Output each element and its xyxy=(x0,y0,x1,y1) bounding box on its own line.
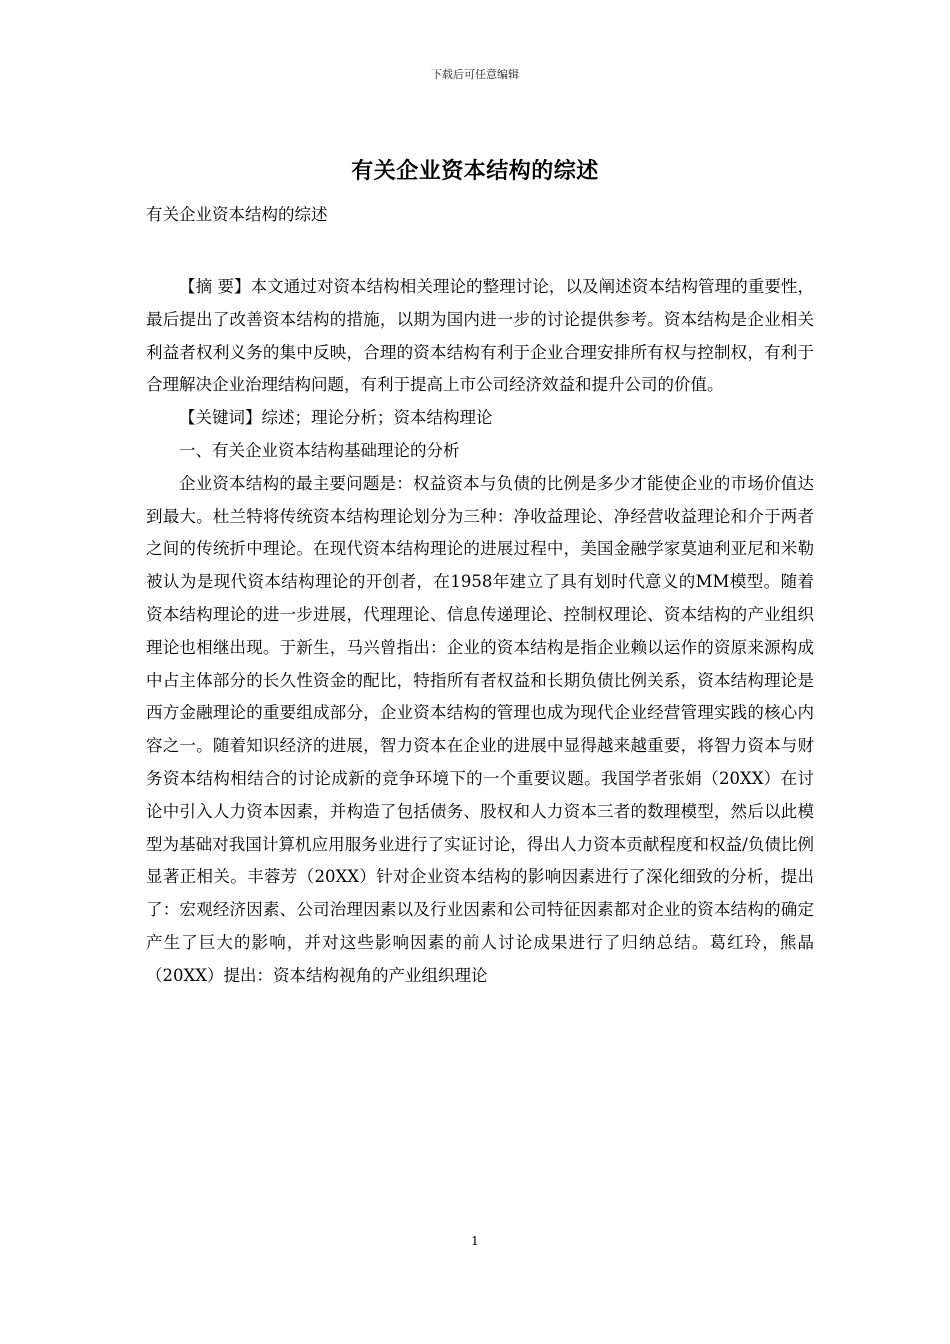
page-number: 1 xyxy=(471,1234,479,1248)
abstract-paragraph: 【摘 要】本文通过对资本结构相关理论的整理讨论，以及阐述资本结构管理的重要性，最后提出了改善资本结构的措施，以期为国内进一步的讨论提供参考。资本结构是企业相关利益者权利义务的集中反映，合理的资本结构有利于企业合理安排所有权与控制权，有利于合理解决企业治理结构问题，有利于提高上市公司经济效益和提升公司的价值。 xyxy=(146,277,814,395)
document-subtitle: 有关企业资本结构的综述 xyxy=(146,205,328,224)
keywords-paragraph: 【关键词】综述；理论分析；资本结构理论 xyxy=(179,408,493,428)
section-heading: 一、有关企业资本结构基础理论的分析 xyxy=(179,440,460,460)
document-title: 有关企业资本结构的综述 xyxy=(351,158,599,184)
header-note: 下载后可任意编辑 xyxy=(431,68,519,81)
document-body xyxy=(146,271,814,993)
body-paragraph: 企业资本结构的最主要问题是：权益资本与负债的比例是多少才能使企业的市场价值达到最大。杜兰特将传统资本结构理论划分为三种：净收益理论、净经营收益理论和介于两者之间的传统折中理论。在现代资本结构理论的进展过程中，美国金融学家莫迪利亚尼和米勒被认为是现代资本结构理论的开创者，在1958年建立了具有划时代意义的MM模型。随着资本结构理论的进一步进展，代理理论、信息传递理论、控制权理论、资本结构的产业组织理论也相继出现。于新生，马兴曾指出：企业的资本结构是指企业赖以运作的资原来源构成中占主体部分的长久性资金的配比，特指所有者权益和长期负债比例关系，资本结构理论是西方金融理论的重要组成部分，企业资本结构的管理也成为现代企业经营管理实践的核心内容之一。随着知识经济的进展，智力资本在企业的进展中显得越来越重要，将智力资本与财务资本结构相结合的讨论成新的竞争环境下的一个重要议题。我国学者张娟（20XX）在讨论中引入人力资本因素，并构造了包括债务、股权和人力资本三者的数理模型，然后以此模型为基础对我国计算机应用服务业进行了实证讨论，得出人力资本贡献程度和权益/负债比例显著正相关。丰蓉芳（20XX）针对企业资本结构的影响因素进行了深化细致的分析，提出了：宏观经济因素、公司治理因素以及行业因素和公司特征因素都对企业的资本结构的确定产生了巨大的影响，并对这些影响因素的前人讨论成果进行了归纳总结。葛红玲，熊晶（20XX）提出：资本结构视角的产业组织理论 xyxy=(146,473,814,985)
